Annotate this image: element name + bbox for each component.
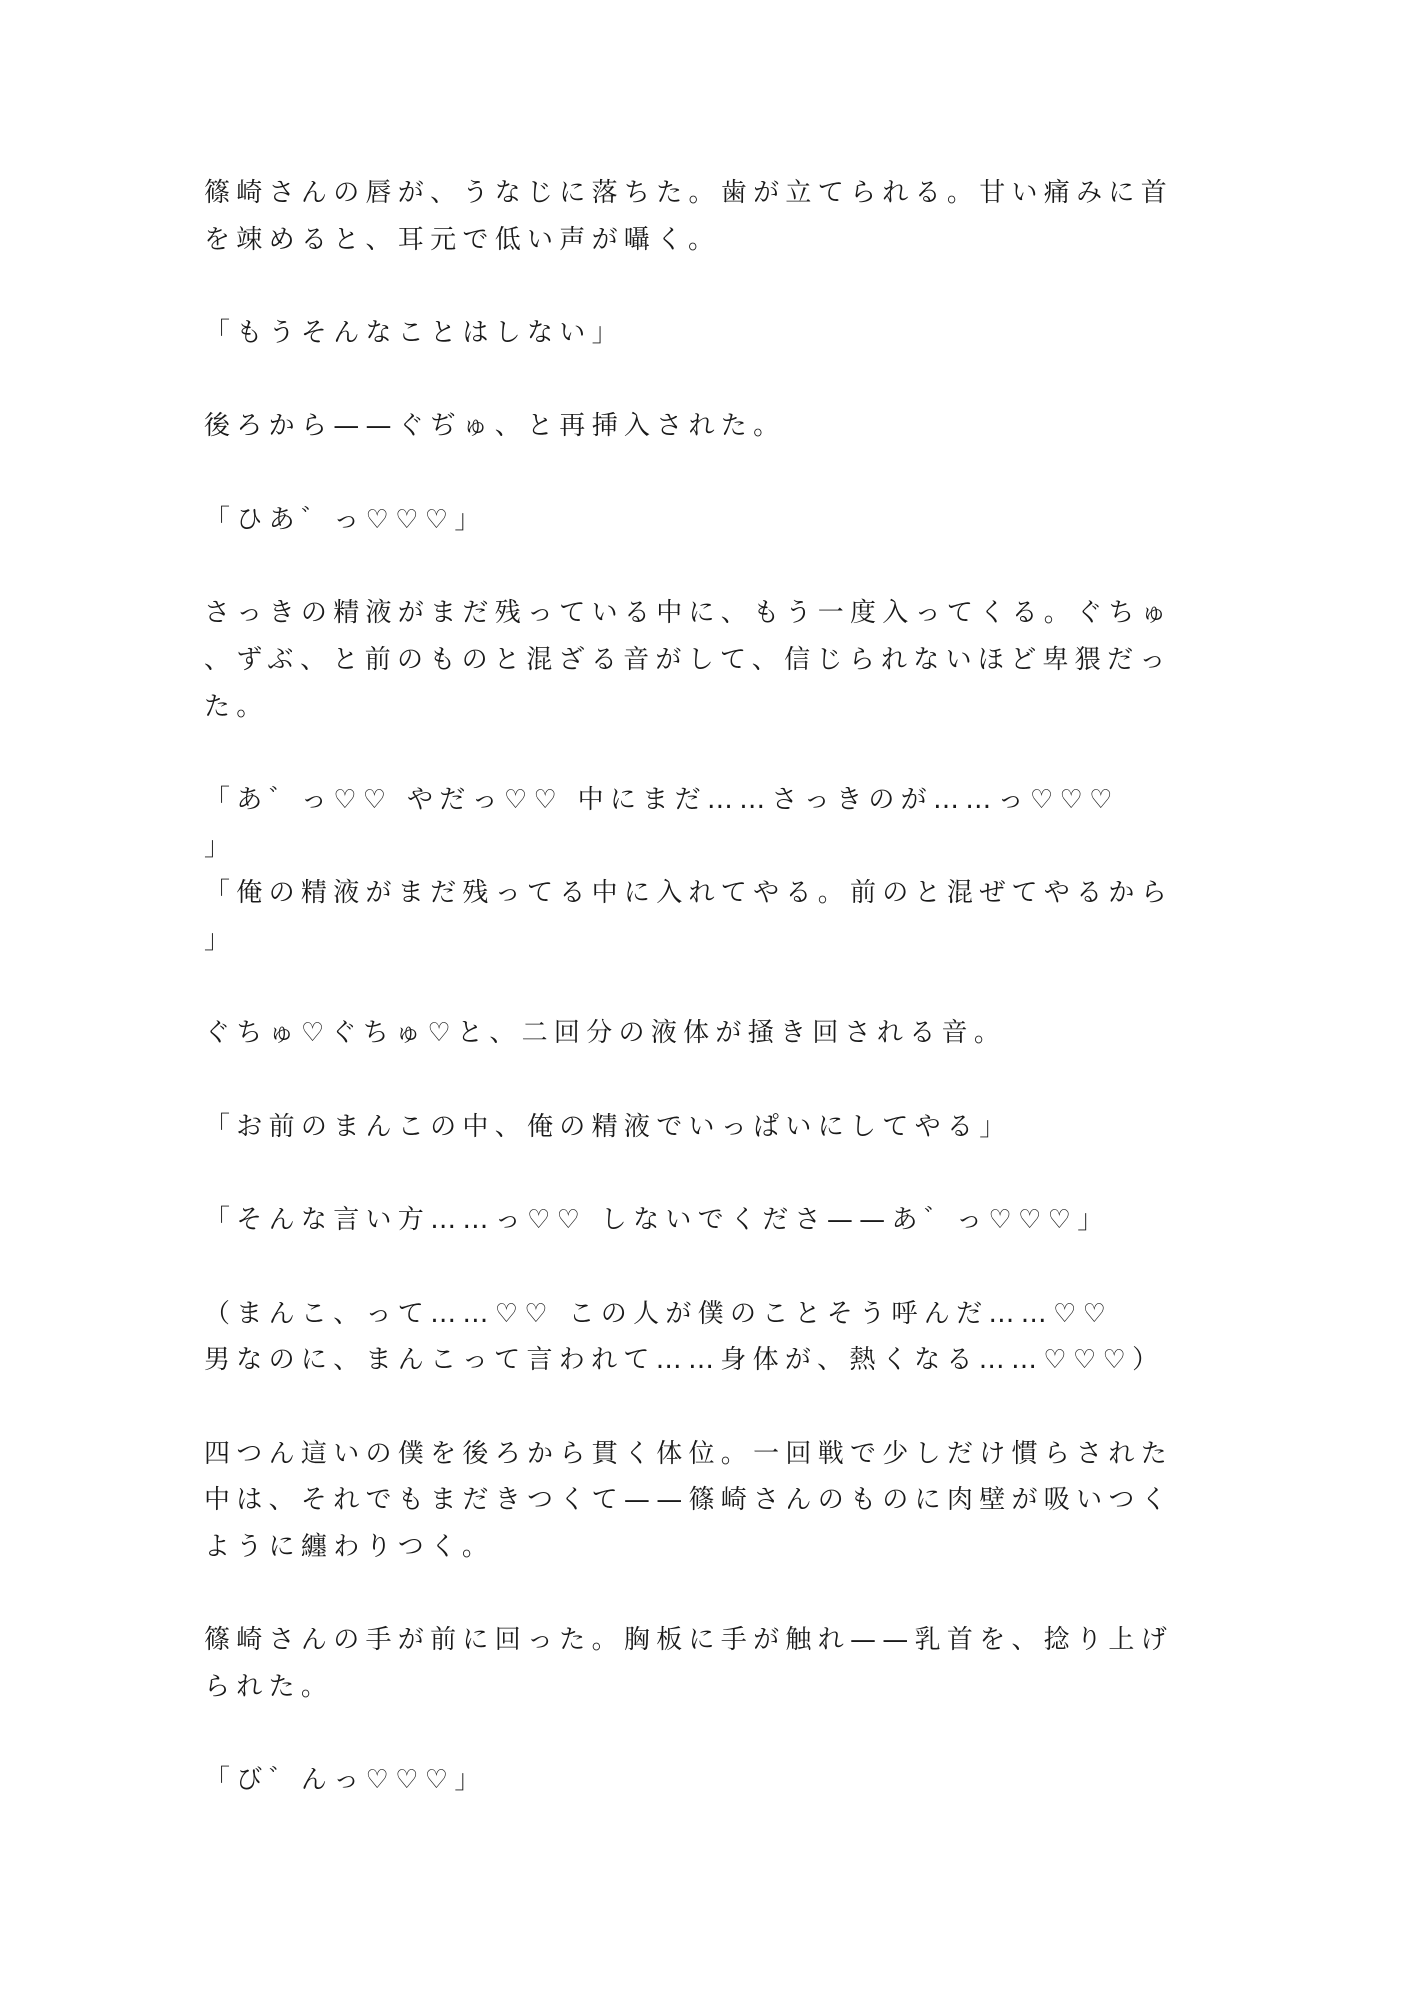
text-line: 「お前のまんこの中、俺の精液でいっぱいにしてやる」 xyxy=(204,1111,1012,1142)
blank-line xyxy=(204,1057,1214,1104)
text-line: さっきの精液がまだ残っている中に、もう一度入ってくる。ぐちゅ xyxy=(204,598,1174,629)
text-line: を竦めると、耳元で低い声が囁く。 xyxy=(204,224,721,255)
text-line: た。 xyxy=(204,691,269,722)
blank-line xyxy=(204,1711,1214,1758)
text-line: 篠崎さんの唇が、うなじに落ちた。歯が立てられる。甘い痛みに首 xyxy=(204,178,1174,208)
text-line: 、ずぶ、と前のものと混ざる音がして、信じられないほど卑猥だっ xyxy=(204,644,1172,675)
text-line: 「ひあ゛っ♡♡♡」 xyxy=(204,504,487,535)
blank-line xyxy=(204,964,1214,1011)
text-line: 「もうそんなことはしない」 xyxy=(204,318,624,349)
blank-line xyxy=(204,1384,1214,1431)
text-line: 中は、それでもまだきつくて——篠崎さんのものに肉壁が吸いつく xyxy=(204,1485,1174,1516)
text-line: 「び゛んっ♡♡♡」 xyxy=(204,1765,487,1796)
blank-line xyxy=(204,450,1214,497)
blank-line xyxy=(204,544,1214,591)
text-line: 「あ゛っ♡♡ やだっ♡♡ 中にまだ……さっきのが……っ♡♡♡ xyxy=(204,784,1119,815)
blank-line xyxy=(204,1244,1214,1291)
text-line: 男なのに、まんこって言われて……身体が、熱くなる……♡♡♡） xyxy=(204,1345,1165,1376)
text-line: （まんこ、って……♡♡ この人が僕のことそう呼んだ……♡♡ xyxy=(204,1298,1113,1329)
text-line: 四つん這いの僕を後ろから貫く体位。一回戦で少しだけ慣らされた xyxy=(204,1438,1174,1469)
blank-line xyxy=(204,1150,1214,1197)
text-line: 篠崎さんの手が前に回った。胸板に手が触れ——乳首を、捻り上げ xyxy=(204,1625,1174,1656)
text-line: 「そんな言い方……っ♡♡ しないでくださ——あ゛っ♡♡♡」 xyxy=(204,1205,1110,1236)
blank-line xyxy=(204,730,1214,777)
blank-line xyxy=(204,1571,1214,1618)
text-line: ぐちゅ♡ぐちゅ♡と、二回分の液体が掻き回される音。 xyxy=(204,1018,1007,1049)
text-line: 」 xyxy=(204,831,237,862)
document-page xyxy=(204,170,1214,1804)
text-line: 」 xyxy=(204,925,237,955)
blank-line xyxy=(204,263,1214,310)
blank-line xyxy=(204,357,1214,404)
text-line: 「俺の精液がまだ残ってる中に入れてやる。前のと混ぜてやるから xyxy=(204,878,1174,909)
text-line: られた。 xyxy=(204,1672,334,1702)
text-line: ように纏わりつく。 xyxy=(204,1531,495,1562)
text-line: 後ろから——ぐぢゅ、と再挿入された。 xyxy=(204,411,786,442)
